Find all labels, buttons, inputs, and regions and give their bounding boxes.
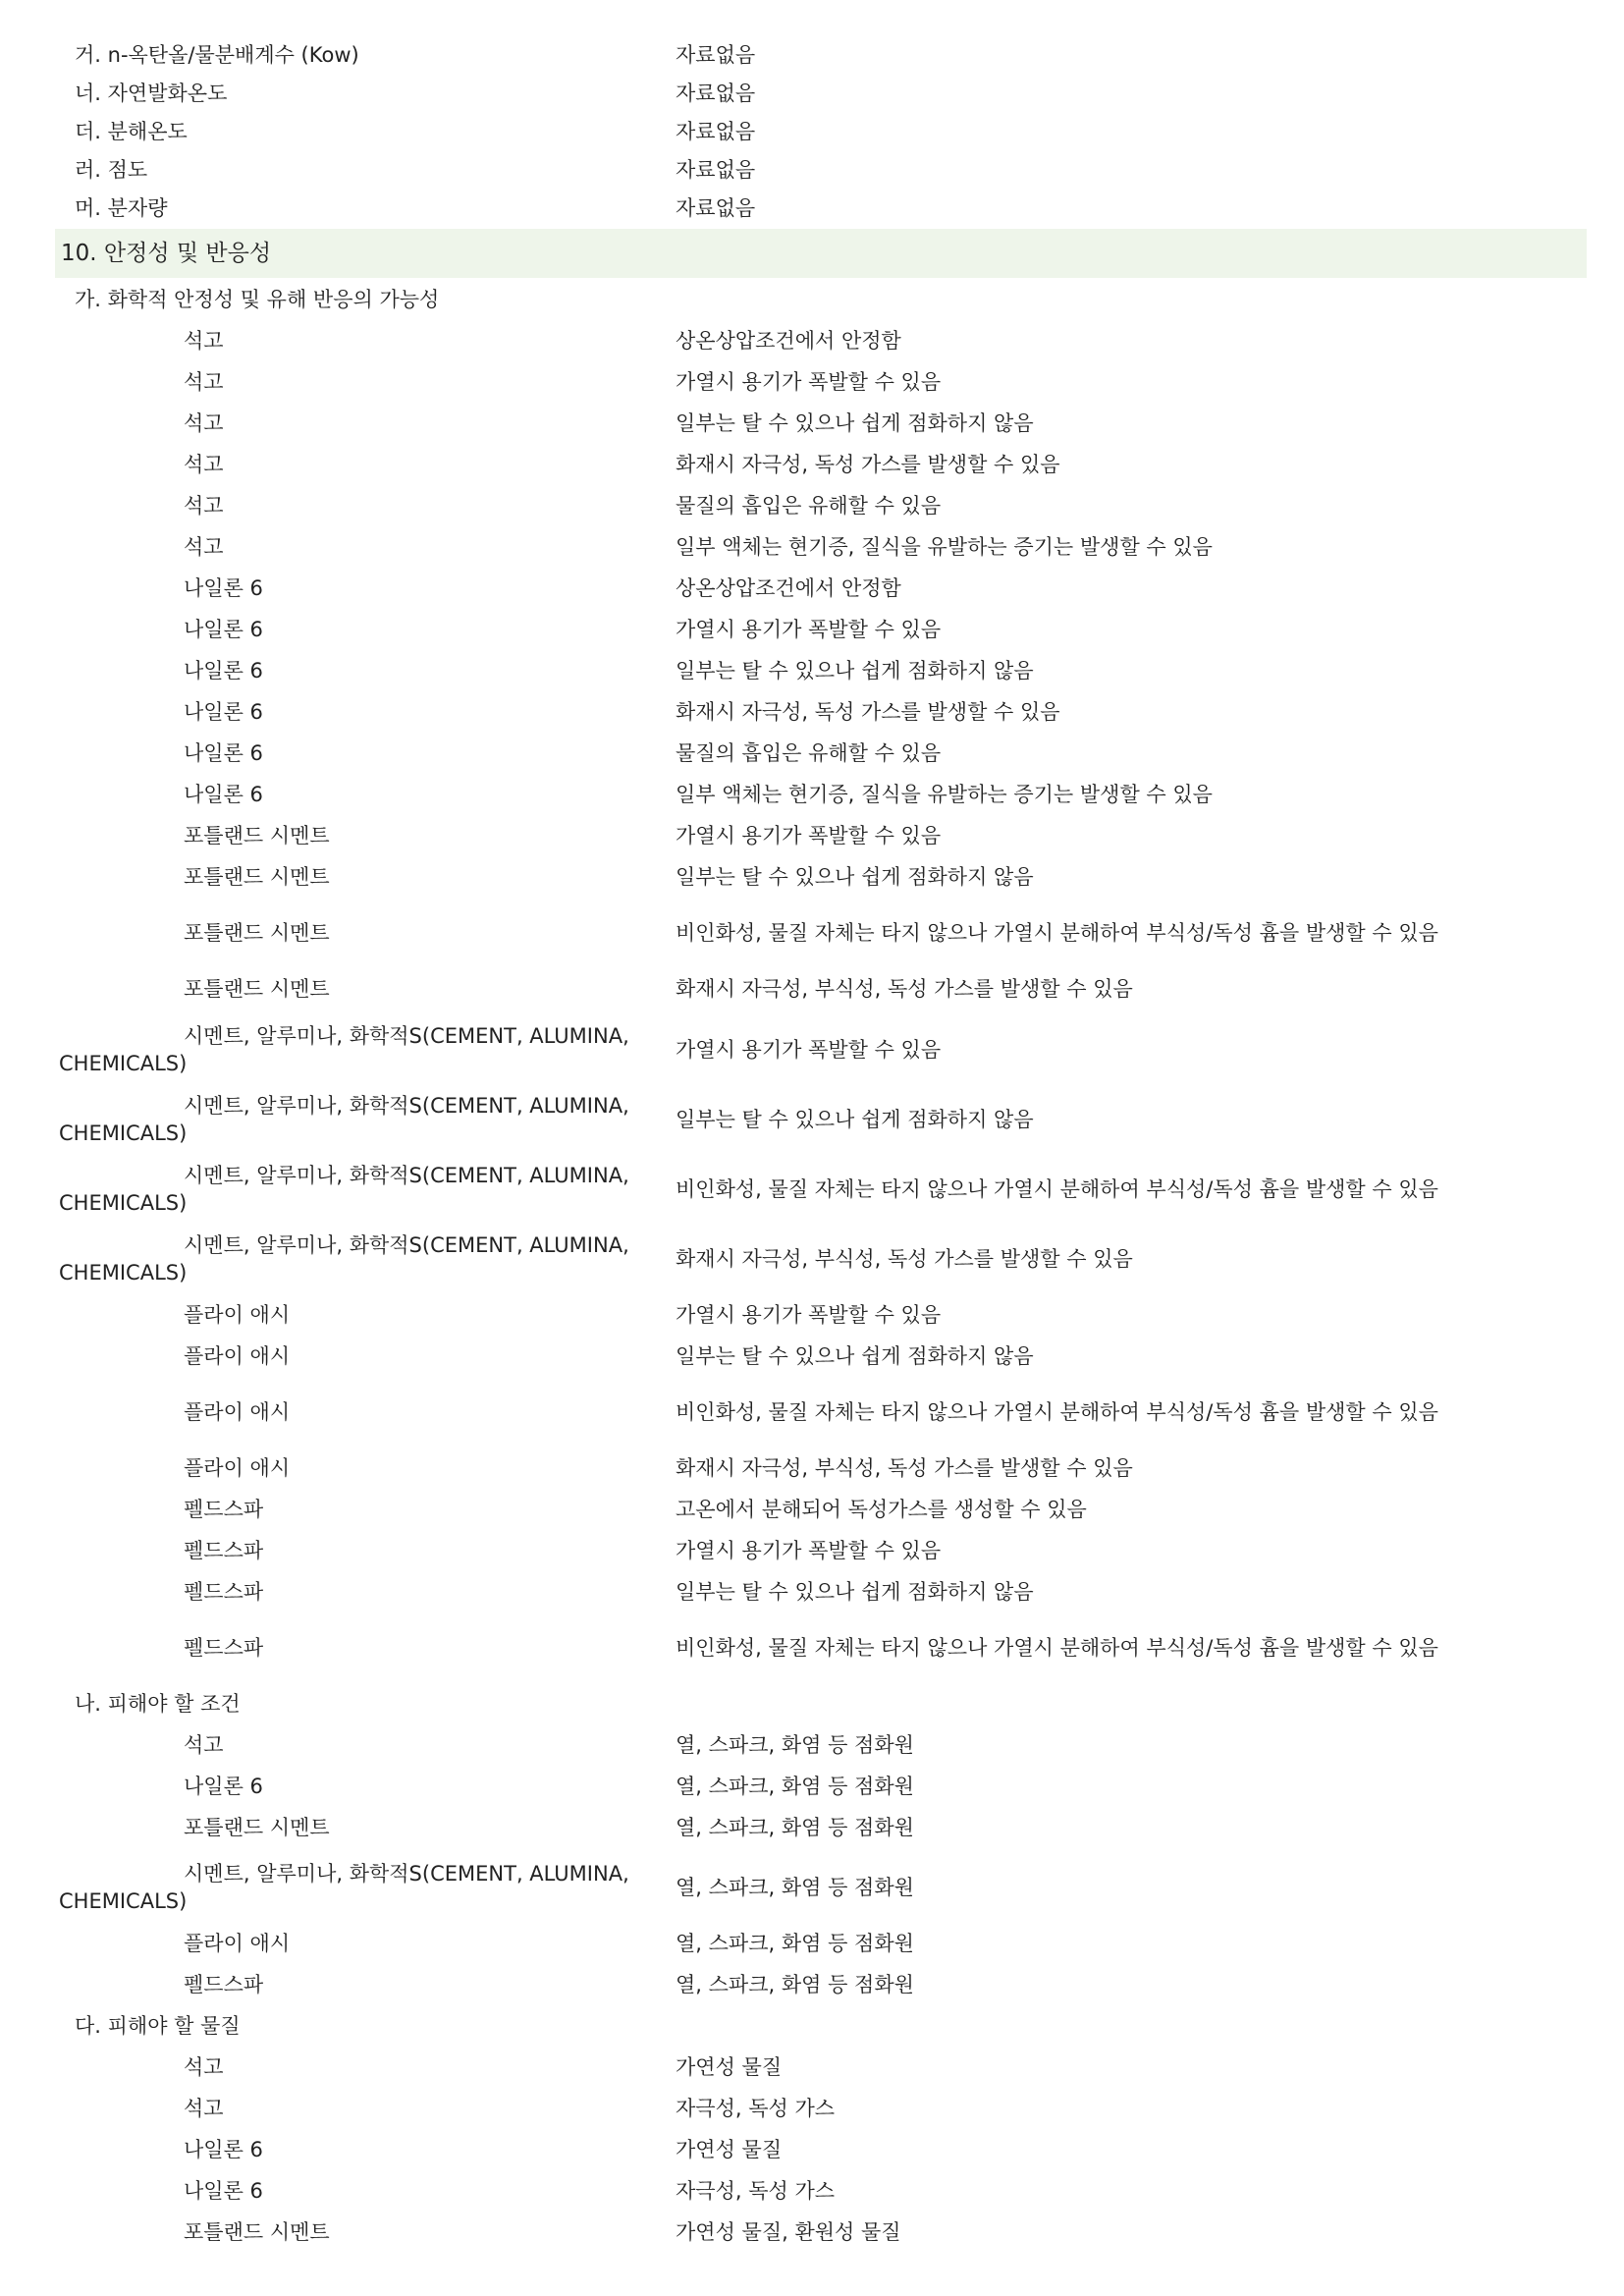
property-label: 더. 분해온도 [75,120,188,143]
hazard-text: 일부 액체는 현기증, 질식을 유발하는 증기는 발생할 수 있음 [676,535,1213,559]
property-label: 거. n-옥탄올/물분배계수 (Kow) [75,43,359,67]
hazard-text: 일부는 탈 수 있으나 쉽게 점화하지 않음 [676,659,1034,683]
hazard-text: 상온상압조건에서 안정함 [676,576,901,600]
hazard-text: 물질의 흡입은 유해할 수 있음 [676,741,942,765]
section-header [55,229,1587,278]
subsection-title: 가. 화학적 안정성 및 유해 반응의 가능성 [75,288,440,311]
substance-name: 석고 [184,494,224,518]
substance-name: 석고 [184,2097,224,2120]
hazard-text: 화재시 자극성, 독성 가스를 발생할 수 있음 [676,700,1060,724]
substance-name: 포틀랜드 시멘트 [184,865,330,889]
substance-name: 플라이 애시 [184,1344,291,1368]
hazard-text: 화재시 자극성, 독성 가스를 발생할 수 있음 [676,453,1060,476]
hazard-text: 일부는 탈 수 있으나 쉽게 점화하지 않음 [676,1344,1034,1368]
hazard-text: 일부는 탈 수 있으나 쉽게 점화하지 않음 [676,1108,1034,1131]
substance-name: 시멘트, 알루미나, 화학적S(CEMENT, ALUMINA, CHEMICALS) [59,1164,629,1215]
substance-name: 펠드스파 [184,1539,264,1562]
substance-name: 나일론 6 [184,783,263,806]
hazard-text: 가열시 용기가 폭발할 수 있음 [676,370,942,394]
substance-name: 포틀랜드 시멘트 [184,977,330,1001]
property-value: 자료없음 [676,158,756,182]
substance-name: 펠드스파 [184,1636,264,1660]
substance-name: 석고 [184,411,224,435]
substance-name: 시멘트, 알루미나, 화학적S(CEMENT, ALUMINA, CHEMICALS) [59,1862,629,1913]
hazard-text: 일부는 탈 수 있으나 쉽게 점화하지 않음 [676,411,1034,435]
substance-name: 시멘트, 알루미나, 화학적S(CEMENT, ALUMINA, CHEMICALS) [59,1024,629,1075]
hazard-text: 비인화성, 물질 자체는 타지 않으나 가열시 분해하여 부식성/독성 흄을 발생할 수 있음 [676,1400,1438,1424]
hazard-text: 상온상압조건에서 안정함 [676,329,901,353]
substance-name: 포틀랜드 시멘트 [184,824,330,847]
property-value: 자료없음 [676,196,756,220]
substance-name: 플라이 애시 [184,1932,291,1955]
hazard-text: 물질의 흡입은 유해할 수 있음 [676,494,942,518]
property-label: 머. 분자량 [75,196,168,220]
substance-name: 석고 [184,535,224,559]
substance-name: 나일론 6 [184,618,263,641]
condition-text: 열, 스파크, 화염 등 점화원 [676,1876,914,1899]
property-label: 러. 점도 [75,158,148,182]
substance-name: 나일론 6 [184,659,263,683]
substance-name: 나일론 6 [184,700,263,724]
condition-text: 열, 스파크, 화염 등 점화원 [676,1775,914,1798]
material-text: 가연성 물질, 환원성 물질 [676,2220,901,2244]
substance-name: 석고 [184,329,224,353]
condition-text: 열, 스파크, 화염 등 점화원 [676,1733,914,1757]
substance-name: 포틀랜드 시멘트 [184,1816,330,1839]
hazard-text: 일부는 탈 수 있으나 쉽게 점화하지 않음 [676,865,1034,889]
hazard-text: 가열시 용기가 폭발할 수 있음 [676,1303,942,1327]
property-value: 자료없음 [676,82,756,105]
substance-name: 플라이 애시 [184,1400,291,1424]
hazard-text: 가열시 용기가 폭발할 수 있음 [676,1038,942,1062]
hazard-text: 화재시 자극성, 부식성, 독성 가스를 발생할 수 있음 [676,1247,1133,1271]
hazard-text: 가열시 용기가 폭발할 수 있음 [676,824,942,847]
section-title: 10. 안정성 및 반응성 [61,241,272,266]
hazard-text: 가열시 용기가 폭발할 수 있음 [676,1539,942,1562]
substance-name: 석고 [184,2055,224,2079]
hazard-text: 가열시 용기가 폭발할 수 있음 [676,618,942,641]
material-text: 자극성, 독성 가스 [676,2097,836,2120]
condition-text: 열, 스파크, 화염 등 점화원 [676,1932,914,1955]
property-value: 자료없음 [676,120,756,143]
property-value: 자료없음 [676,43,756,67]
subsection-title: 다. 피해야 할 물질 [75,2014,241,2038]
substance-name: 펠드스파 [184,1580,264,1604]
material-text: 가연성 물질 [676,2138,783,2161]
substance-name: 플라이 애시 [184,1303,291,1327]
subsection-title: 나. 피해야 할 조건 [75,1692,241,1716]
substance-name: 나일론 6 [184,2179,263,2203]
material-text: 가연성 물질 [676,2055,783,2079]
hazard-text: 고온에서 분해되어 독성가스를 생성할 수 있음 [676,1498,1087,1521]
substance-name: 펠드스파 [184,1498,264,1521]
substance-name: 나일론 6 [184,576,263,600]
substance-name: 석고 [184,1733,224,1757]
hazard-text: 일부 액체는 현기증, 질식을 유발하는 증기는 발생할 수 있음 [676,783,1213,806]
hazard-text: 화재시 자극성, 부식성, 독성 가스를 발생할 수 있음 [676,1456,1133,1480]
material-text: 자극성, 독성 가스 [676,2179,836,2203]
substance-name: 포틀랜드 시멘트 [184,921,330,945]
substance-name: 석고 [184,370,224,394]
condition-text: 열, 스파크, 화염 등 점화원 [676,1816,914,1839]
substance-name: 포틀랜드 시멘트 [184,2220,330,2244]
substance-name: 나일론 6 [184,2138,263,2161]
substance-name: 펠드스파 [184,1973,264,1996]
substance-name: 나일론 6 [184,741,263,765]
hazard-text: 비인화성, 물질 자체는 타지 않으나 가열시 분해하여 부식성/독성 흄을 발생할 수 있음 [676,1636,1438,1660]
substance-name: 시멘트, 알루미나, 화학적S(CEMENT, ALUMINA, CHEMICALS) [59,1094,629,1145]
hazard-text: 일부는 탈 수 있으나 쉽게 점화하지 않음 [676,1580,1034,1604]
hazard-text: 비인화성, 물질 자체는 타지 않으나 가열시 분해하여 부식성/독성 흄을 발생할 수 있음 [676,921,1438,945]
substance-name: 시멘트, 알루미나, 화학적S(CEMENT, ALUMINA, CHEMICALS) [59,1233,629,1285]
condition-text: 열, 스파크, 화염 등 점화원 [676,1973,914,1996]
property-label: 너. 자연발화온도 [75,82,228,105]
hazard-text: 화재시 자극성, 부식성, 독성 가스를 발생할 수 있음 [676,977,1133,1001]
hazard-text: 비인화성, 물질 자체는 타지 않으나 가열시 분해하여 부식성/독성 흄을 발생할 수 있음 [676,1177,1438,1201]
substance-name: 나일론 6 [184,1775,263,1798]
substance-name: 플라이 애시 [184,1456,291,1480]
substance-name: 석고 [184,453,224,476]
